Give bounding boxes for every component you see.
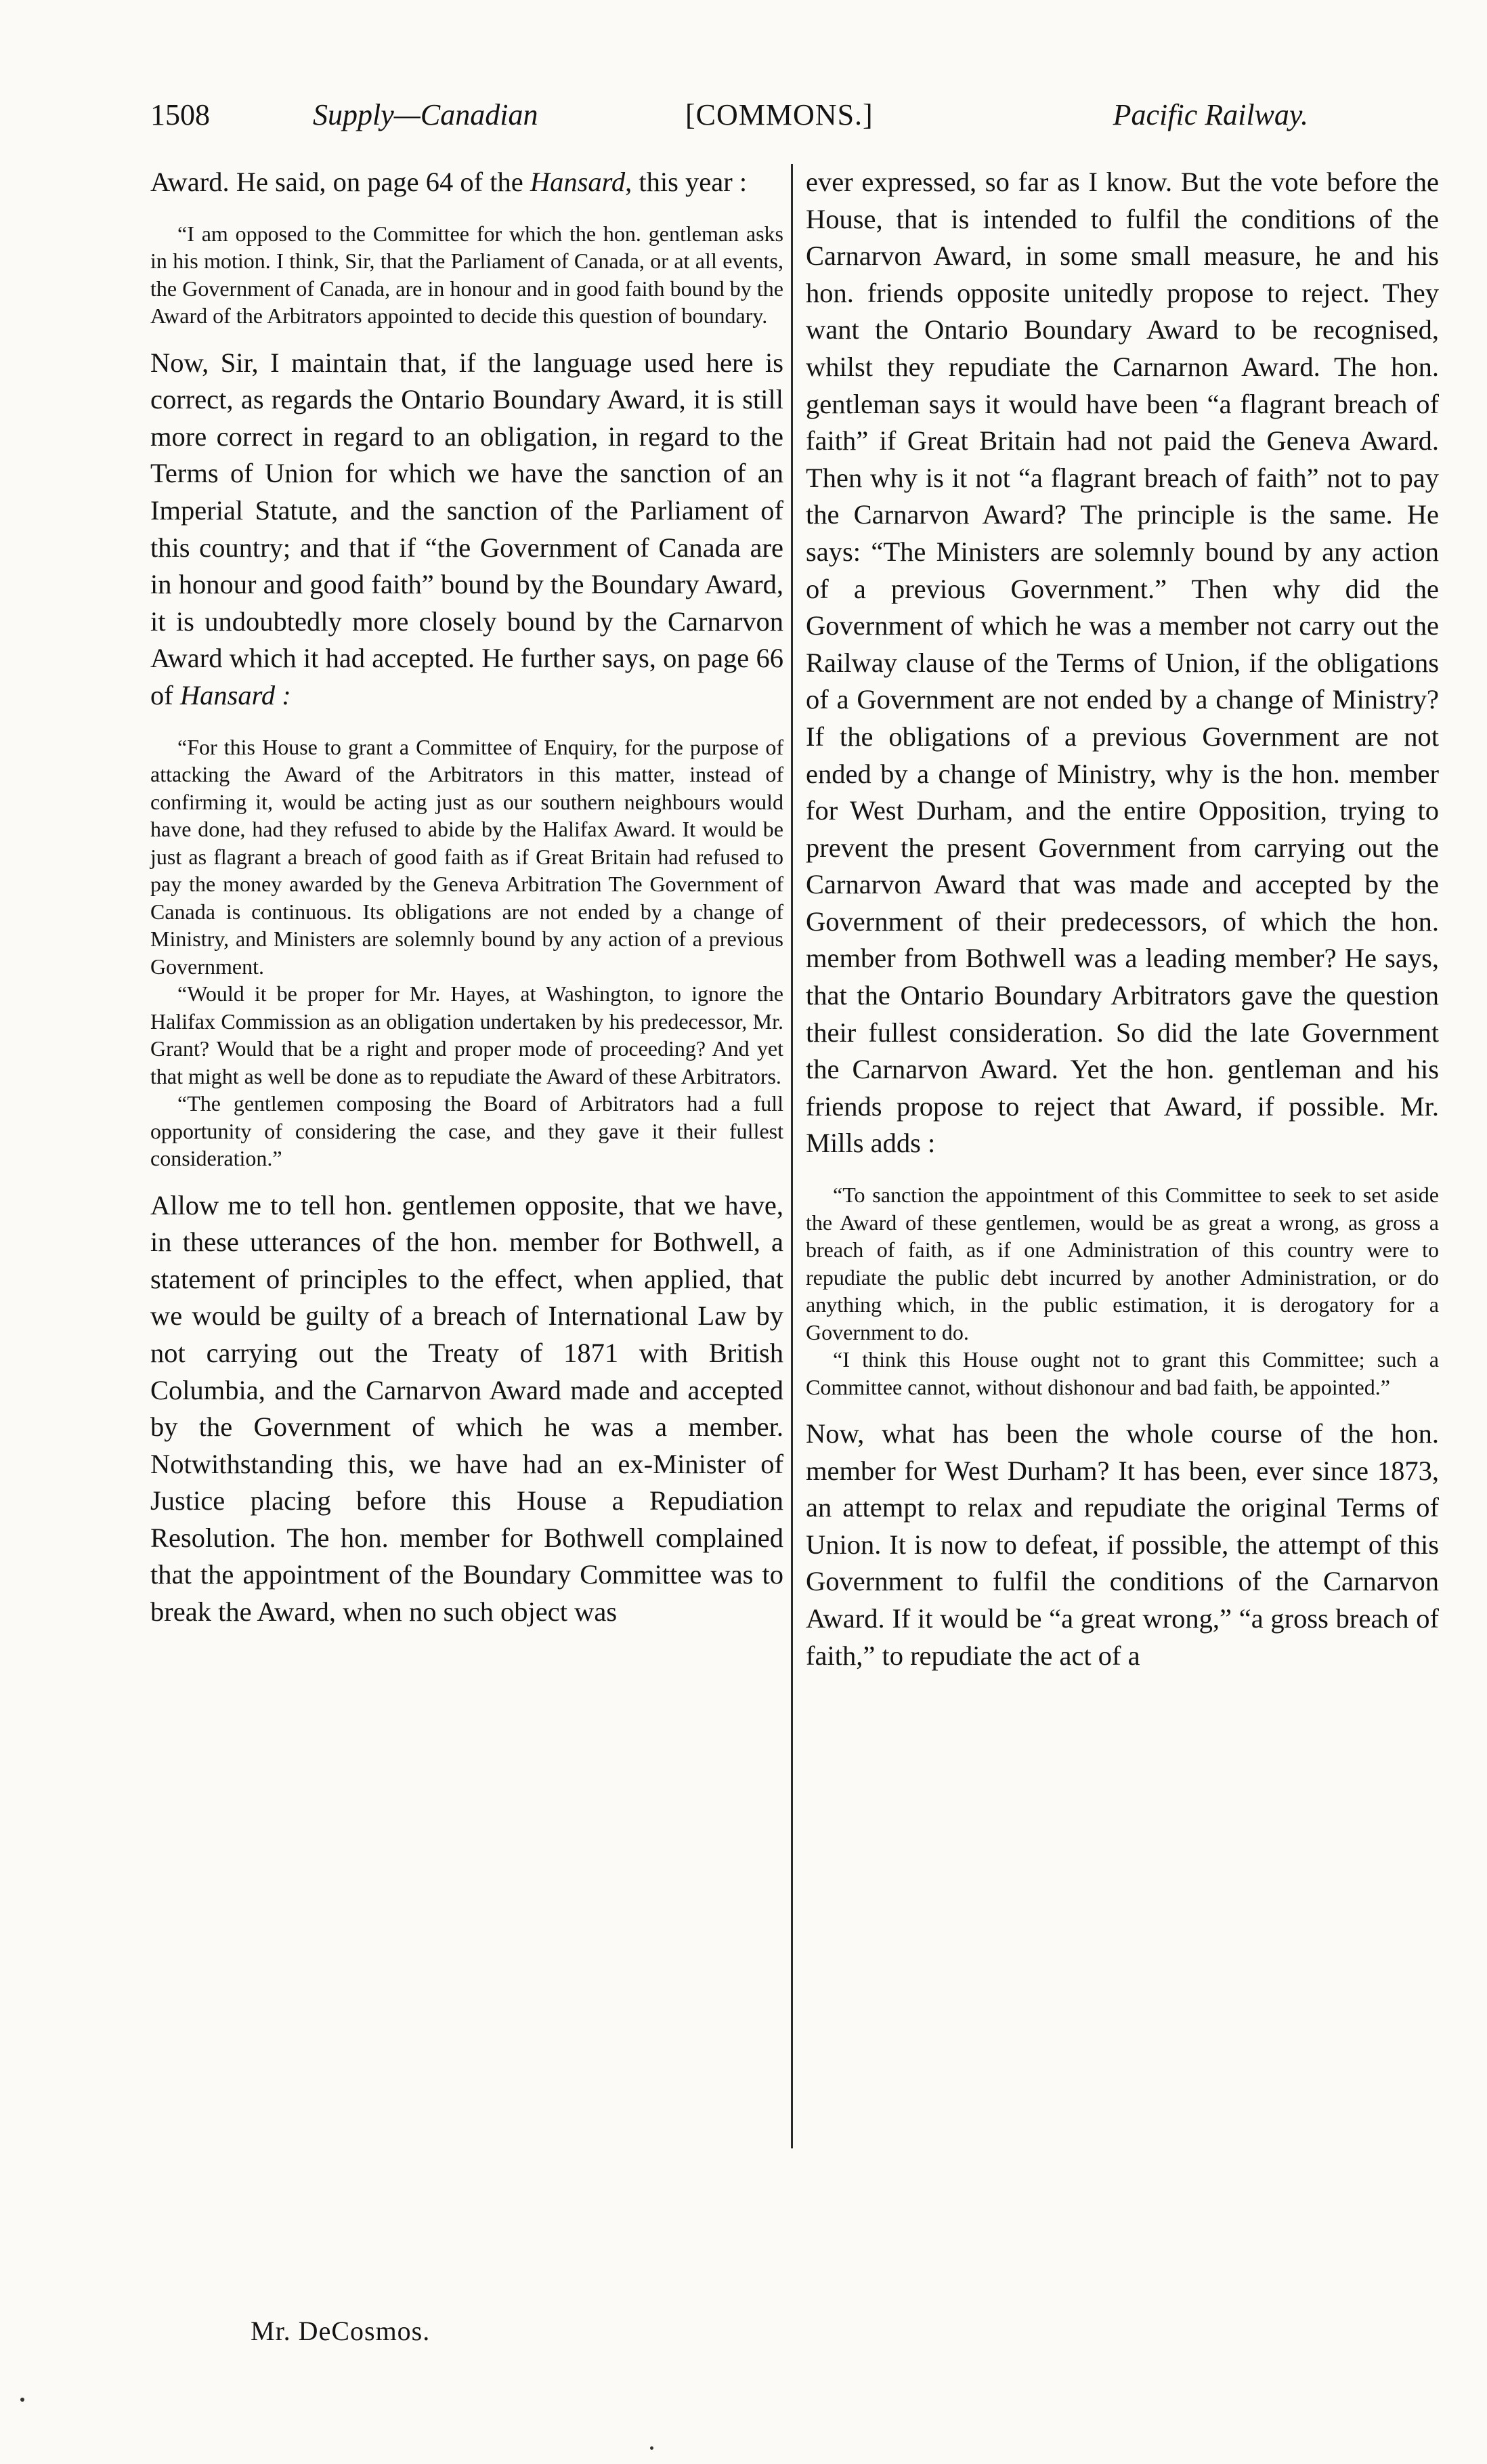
block-quote — [150, 734, 783, 1172]
block-quote — [806, 1181, 1439, 1401]
print-speck — [20, 2398, 24, 2402]
left-column — [150, 164, 783, 1631]
page-header — [150, 95, 1308, 135]
paragraph: ever expressed, so far as I know. But the vote before the House, that is intended to fulfil the conditions of the Carnarvon Award, in some small measure, he and his hon. friends opposite unitedly propose to reject. They want the Ontario Boundary Award to be recognised, whilst they repudiate the Carnarnon Award. The hon. gentleman says it would have been “a flagrant breach of faith” if Great Britain had not paid the Geneva Award. Then why is it not “a flagrant breach of faith” not to pay the Carnarvon Award? The principle is the same. He says: “The Ministers are solemnly bound by any action of a previous Government.” Then why did the Government of which he was a member not carry out the Railway clause of the Terms of Union, if the obligations of a Government are not ended by a change of Ministry? If the obligations of a previous Government are not ended by a change of Ministry, why is the hon. member for West Durham, and the entire Opposition, trying to prevent the present Government from carrying out the Carnarvon Award that was made and accepted by the Government of their predecessors, of which the hon. member from Bothwell was a leading member? He says, that the Ontario Boundary Arbitrators gave the question their fullest consideration. So did the late Government the Carnarvon Award. Yet the hon. gentleman and his friends propose to reject that Award, if possible. Mr. Mills adds : — [806, 167, 1439, 1159]
block-quote — [150, 220, 783, 330]
speaker-name: Mr. DeCosmos. — [251, 2316, 431, 2346]
quote-paragraph: “The gentlemen composing the Board of Arbitrators had a full opportunity of considering the case, and they gave it their fullest consideration.” — [150, 1091, 783, 1171]
quote-paragraph: “To sanction the appointment of this Committee to seek to set aside the Award of these gentlemen, would be as great a wrong, as gross a breach of faith, as if one Administration of this country were to repudiate the public debt incurred by another Administration, or do anything which, in the public estimation, it is derogatory for a Government to do. — [806, 1183, 1439, 1344]
paragraph: Now, what has been the whole course of the hon. member for West Durham? It has been, ever since 1873, an attempt to relax and repudiate the original Terms of Union. It is now to defeat, if possible, the attempt of this Government to fulfil the conditions of the Carnarvon Award. If it would be “a great wrong,” “a gross breach of faith,” to repudiate the act of a — [806, 1418, 1439, 1671]
quote-paragraph: “For this House to grant a Committee of Enquiry, for the purpose of attacking the Award of the Arbitrators in this matter, instead of confirming it, would be acting just as our southern neighbours would have done, had they refused to abide by the Halifax Award. It would be just as flagrant a breach of good faith as if Great Britain had refused to pay the money awarded by the Geneva Arbitration The Government of Canada is continuous. Its obligations are not ended by a change of Ministry, and Ministers are solemnly bound by any action of a previous Government. — [150, 734, 783, 979]
running-title-right: Pacific Railway. — [1113, 98, 1308, 131]
paragraph: Now, Sir, I maintain that, if the language used here is correct, as regards the Ontario Boundary Award, it is still more correct in regard to an obligation, in regard to the Terms of Union for which we have the sanction of an Imperial Statute, and the sanction of the Parliament of this country; and that if “the Government of Canada are in honour and good faith” bound by the Boundary Award, it is undoubtedly more closely bound by the Carnarvon Award which it had accepted. He further says, on page 66 of Hansard : — [150, 347, 783, 710]
paragraph: Award. He said, on page 64 of the Hansard, this year : — [150, 167, 748, 197]
quote-paragraph: “I think this House ought not to grant this Committee; such a Committee cannot, without dishonour and bad faith, be appointed.” — [806, 1347, 1439, 1399]
quote-paragraph: “I am opposed to the Committee for which the hon. gentleman asks in his motion. I think, Sir, that the Parliament of Canada, or at all events, the Government of Canada, are in honour and in good faith bound by the Award of the Arbitrators appointed to decide this question of boundary. — [150, 221, 783, 328]
paragraph: Allow me to tell hon. gentlemen opposite, that we have, in these utterances of the hon. member for Bothwell, a statement of principles to the effect, when applied, that we would be guilty of a breach of International Law by not carrying out the Treaty of 1871 with British Columbia, and the Carnarvon Award made and accepted by the Government of which he was a member. Notwithstanding this, we have had an ex-Minister of Justice placing before this House a Repudiation Resolution. The hon. member for Bothwell complained that the appointment of the Boundary Committee was to break the Award, when no such object was — [150, 1189, 783, 1628]
page-number: 1508 — [150, 98, 210, 131]
quote-paragraph: “Would it be proper for Mr. Hayes, at Washington, to ignore the Halifax Commission as an obligation undertaken by his predecessor, Mr. Grant? Would that be a right and proper mode of proceeding? And yet that might as well be done as to repudiate the Award of these Arbitrators. — [150, 981, 783, 1088]
column-divider — [791, 164, 793, 2148]
running-title-left: Supply—Canadian — [313, 98, 538, 131]
print-speck — [650, 2446, 653, 2450]
running-title-center: [COMMONS.] — [685, 98, 874, 131]
right-column — [806, 164, 1439, 1674]
